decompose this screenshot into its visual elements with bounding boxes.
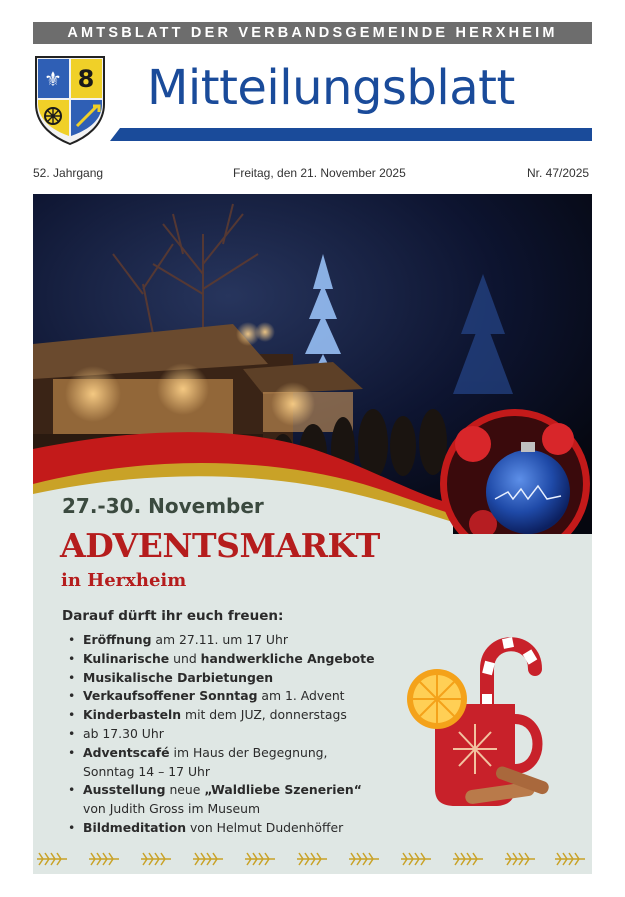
list-item: • ab 17.30 Uhr bbox=[68, 725, 164, 741]
issue-number: Nr. 47/2025 bbox=[527, 166, 590, 180]
list-item: • Kulinarische und handwerkliche Angebote bbox=[68, 650, 375, 666]
crest-icon bbox=[33, 54, 107, 146]
program-intro: Darauf dürft ihr euch freuen: bbox=[62, 608, 284, 624]
cover-poster bbox=[33, 194, 592, 874]
list-item-continuation: Sonntag 14 – 17 Uhr bbox=[83, 763, 210, 779]
list-item-continuation: von Judith Gross im Museum bbox=[83, 801, 261, 817]
event-title: ADVENTSMARKT bbox=[60, 526, 380, 565]
list-item: • Ausstellung neue „Waldliebe Szenerien“ bbox=[68, 782, 362, 798]
mulled-wine-mug-icon bbox=[395, 624, 555, 814]
event-subtitle: in Herxheim bbox=[61, 570, 187, 591]
orange-slice-icon bbox=[407, 669, 467, 729]
fir-branch-garland bbox=[33, 844, 592, 874]
list-item: • Eröffnung am 27.11. um 17 Uhr bbox=[68, 632, 288, 647]
list-item: • Musikalische Darbietungen bbox=[68, 669, 274, 685]
volume-label: 52. Jahrgang bbox=[33, 166, 104, 180]
svg-text:8: 8 bbox=[77, 65, 95, 93]
list-item: • Adventscafé im Haus der Begegnung, bbox=[68, 744, 328, 760]
masthead-underline bbox=[110, 128, 592, 141]
list-item: • Bildmeditation von Helmut Dudenhöffer bbox=[68, 819, 344, 835]
svg-text:⚜: ⚜ bbox=[44, 67, 62, 91]
issue-date: Freitag, den 21. November 2025 bbox=[233, 166, 406, 180]
gazette-topbar: AMTSBLATT DER VERBANDSGEMEINDE HERXHEIM bbox=[33, 22, 592, 44]
program-list bbox=[65, 631, 375, 838]
event-dates: 27.-30. November bbox=[62, 494, 264, 518]
list-item: • Kinderbasteln mit dem JUZ, donnerstags bbox=[68, 707, 347, 723]
market-photo bbox=[33, 194, 592, 534]
masthead-title: Mitteilungsblatt bbox=[147, 60, 515, 116]
list-item: • Verkaufsoffener Sonntag am 1. Advent bbox=[68, 688, 345, 704]
